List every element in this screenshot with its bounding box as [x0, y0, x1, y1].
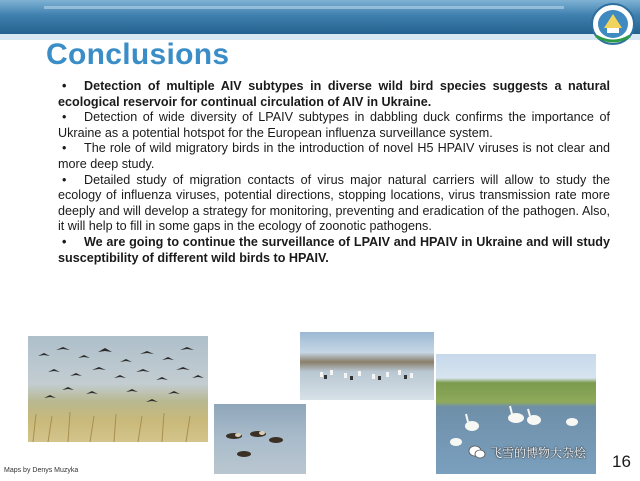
- bullet-text: Detection of multiple AIV subtypes in diverse wild bird species suggests a natural ecological reservoir for continual circulation of AIV in Ukraine.: [58, 79, 610, 109]
- slide-title: Conclusions: [46, 38, 230, 71]
- header-stripe: [44, 6, 564, 9]
- bullet-item: [58, 141, 610, 172]
- photo-waders: [214, 404, 306, 474]
- bullet-marker: •: [62, 234, 67, 249]
- photo-geese-flock: [28, 336, 208, 442]
- bullet-marker: •: [62, 172, 67, 187]
- watermark: [468, 442, 586, 462]
- bullet-item: [58, 79, 610, 110]
- watermark-text: 飞雪的博物大杂烩: [490, 445, 587, 460]
- bullet-marker: •: [62, 110, 67, 125]
- bullet-item: [58, 235, 610, 266]
- photo-shorebirds: [300, 332, 434, 400]
- bullet-marker: •: [62, 79, 67, 93]
- bullet-text: Detailed study of migration contacts of virus major natural carriers will allow to study the ecology of influenza viruses, potential directions, stopping locations, virus transmission rate more deeply and will develop a strategy for monitoring, preventing and eradication of the pathogen. Also, it will help to fill in some gaps in the ecology of zoonotic pathogens.: [58, 172, 610, 234]
- bullet-item: [58, 110, 610, 141]
- institute-logo-icon: [590, 2, 636, 46]
- geese-flock-icon: [28, 336, 208, 442]
- wechat-icon: [468, 445, 486, 459]
- bullet-text: The role of wild migratory birds in the introduction of novel H5 HPAIV viruses is not clear and more deep study.: [58, 141, 610, 171]
- waders-icon: [214, 404, 306, 474]
- bullet-item: [58, 173, 610, 235]
- shorebirds-icon: [300, 332, 434, 400]
- image-credit: Maps by Denys Muzyka: [4, 467, 79, 474]
- bullet-marker: •: [62, 141, 67, 156]
- bullet-text: Detection of wide diversity of LPAIV subtypes in dabbling duck confirms the importance of Ukraine as a potential hotspot for the European influenza surveillance system.: [58, 110, 610, 140]
- page-number: 16: [612, 452, 631, 471]
- conclusions-list: [58, 79, 610, 266]
- bullet-text: We are going to continue the surveillance of LPAIV and HPAIV in Ukraine and will study susceptibility of different wild birds to HPAIV.: [58, 234, 610, 265]
